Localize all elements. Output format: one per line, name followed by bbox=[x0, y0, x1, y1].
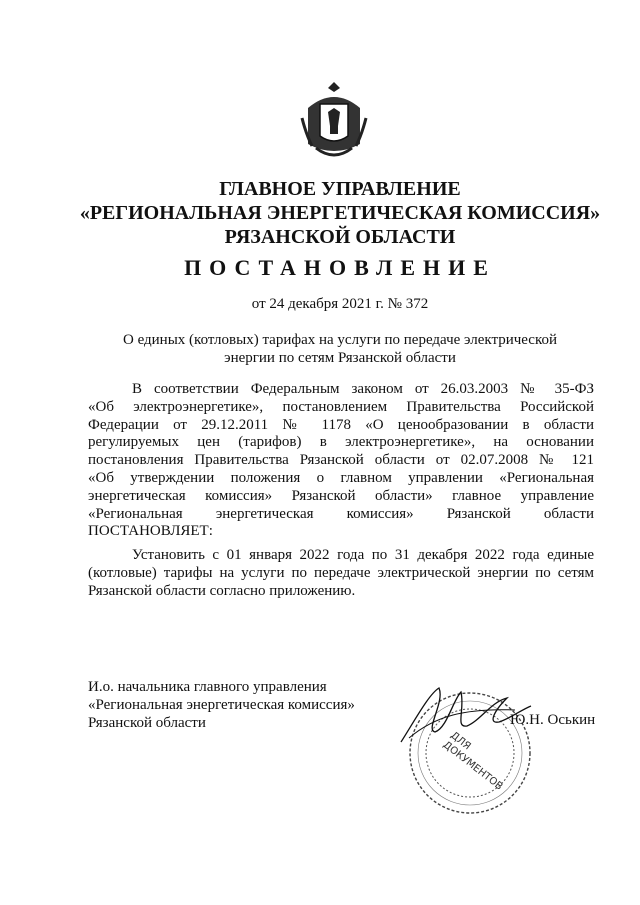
agency-title bbox=[40, 177, 640, 249]
paragraph-line: Федерации от 29.12.2011 № 1178 «О ценообразовании в области bbox=[88, 416, 594, 433]
paragraph-line: регулируемых цен (тарифов) в электроэнергетике», на основании bbox=[88, 434, 594, 451]
paragraph-line: Рязанской области согласно приложению. bbox=[88, 582, 356, 599]
subject-line-1: О единых (котловых) тарифах на услуги по передаче электрической bbox=[122, 332, 558, 348]
paragraph-line: «Региональная энергетическая комиссия» Рязанской области bbox=[88, 505, 594, 522]
body-paragraph-1 bbox=[88, 381, 594, 541]
coat-of-arms-emblem bbox=[298, 78, 370, 162]
subject-line-2: энергии по сетям Рязанской области bbox=[224, 350, 456, 366]
body-paragraph-2 bbox=[88, 547, 594, 600]
paragraph-line: (котловые) тарифы на услуги по передаче электрической энергии по сетям bbox=[88, 564, 594, 581]
paragraph-line: постановления Правительства Рязанской области от 02.07.2008 № 121 bbox=[88, 452, 594, 469]
position-line-3: Рязанской области bbox=[88, 714, 206, 731]
agency-title-line-3: РЯЗАНСКОЙ ОБЛАСТИ bbox=[224, 226, 456, 248]
position-line-1: И.о. начальника главного управления bbox=[88, 679, 327, 695]
paragraph-line: «Об утверждении положения о главном управлении «Региональная bbox=[88, 469, 594, 486]
agency-title-line-1: ГЛАВНОЕ УПРАВЛЕНИЕ bbox=[219, 178, 461, 200]
agency-title-line-2: «РЕГИОНАЛЬНАЯ ЭНЕРГЕТИЧЕСКАЯ КОМИССИЯ» bbox=[79, 202, 601, 224]
paragraph-line: ПОСТАНОВЛЯЕТ: bbox=[88, 523, 213, 540]
paragraph-line: энергетическая комиссия» Рязанской области» главное управление bbox=[88, 487, 594, 504]
document-type-heading: ПОСТАНОВЛЕНИЕ bbox=[184, 255, 496, 280]
paragraph-line: Установить с 01 января 2022 года по 31 декабря 2022 года единые bbox=[132, 547, 594, 563]
signatory-position bbox=[88, 679, 355, 732]
stamp-center-text: ДЛЯ ДОКУМЕНТОВ bbox=[440, 730, 505, 793]
document-date-number: от 24 декабря 2021 г. № 372 bbox=[251, 296, 429, 312]
signatory-name: Ю.Н. Оськин bbox=[510, 712, 596, 728]
document-subject bbox=[70, 331, 610, 367]
paragraph-line: В соответствии Федеральным законом от 26.03.2003 № 35-ФЗ bbox=[132, 381, 594, 397]
paragraph-line: «Об электроэнергетике», постановлением Правительства Российской bbox=[88, 398, 594, 415]
position-line-2: «Региональная энергетическая комиссия» bbox=[88, 696, 355, 713]
